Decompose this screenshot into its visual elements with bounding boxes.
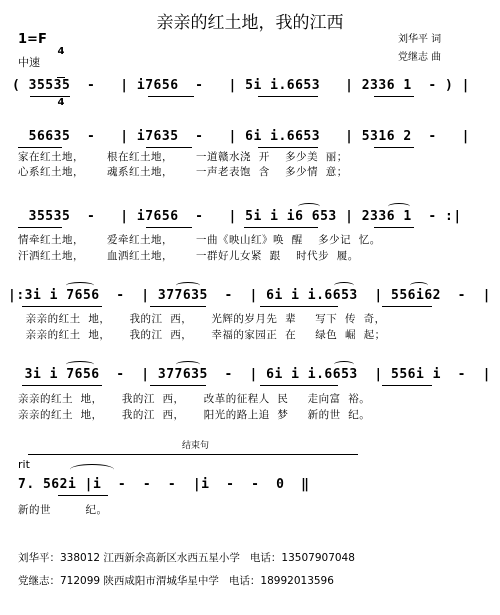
footer-lyricist-contact: 刘华平：338012 江西新余高新区水西五星小学 电话：13507907048 (18, 552, 355, 564)
lyric-row-1-verse-1: 家在红土地， 根在红土地， 一道赣水浇 开 多少美 丽； (18, 151, 348, 163)
lyric-row-3-verse-2: 亲亲的红土 地， 我的江 西， 幸福的家园正 在 绿色 崛 起； (18, 329, 386, 341)
lyric-row-2-verse-1: 情牵红土地， 爱牵红土地， 一曲《映山红》唤 醒 多少记 忆。 (18, 234, 381, 246)
notation-row-intro: ( 35535 - | i7656 - | 5i i.6653 | 2336 1 - ) | (12, 78, 470, 93)
tempo-marking: 中速 (18, 56, 40, 69)
lyric-row-3-verse-1: 亲亲的红土 地， 我的江 西， 光辉的岁月先 辈 写下 传 奇， (18, 313, 386, 325)
time-signature-bottom: 4 (57, 97, 65, 108)
notation-row-coda: 7. 562i |i - - - |i - - 0 ‖ (18, 477, 310, 492)
lyric-row-coda: 新的世 纪。 (18, 504, 108, 516)
lyric-row-1-verse-2: 心系红土地， 魂系红土地， 一声老表饱 含 多少情 意； (18, 166, 348, 178)
notation-row-4: 3i i 7656 - | 377635 - | 6i i i.6653 | 556i i - | (8, 367, 491, 382)
lyric-row-2-verse-2: 汗洒红土地， 血洒红土地， 一群好儿女紧 跟 时代步 履。 (18, 250, 359, 262)
coda-label: 结束句 (182, 441, 210, 451)
notation-row-2: 35535 - | i7656 - | 5i i i6 653 | 2336 1 - :| (12, 209, 462, 224)
notation-row-1: 56635 - | i7635 - | 6i i.6653 | 5316 2 - | (12, 129, 470, 144)
composer-credit: 党继志 曲 (398, 52, 442, 63)
time-signature-top: 4 (57, 46, 65, 57)
key-signature: 1=F (18, 32, 47, 47)
lyric-row-4-verse-2: 亲亲的红土 地， 我的江 西， 阳光的路上追 梦 新的世 纪。 (18, 409, 371, 421)
song-title: 亲亲的红土地，我的江西 (156, 13, 344, 33)
lyric-row-4-verse-1: 亲亲的红土 地， 我的江 西， 改革的征程人 民 走向富 裕。 (18, 393, 371, 405)
footer-composer-contact: 党继志：712099 陕西咸阳市渭城华星中学 电话：18992013596 (18, 575, 334, 587)
lyricist-credit: 刘华平 词 (398, 34, 442, 45)
ritardando-marking: rit (18, 458, 30, 471)
notation-row-3: |:3i i 7656 - | 377635 - | 6i i i.6653 | 556i62 - | (8, 288, 491, 303)
